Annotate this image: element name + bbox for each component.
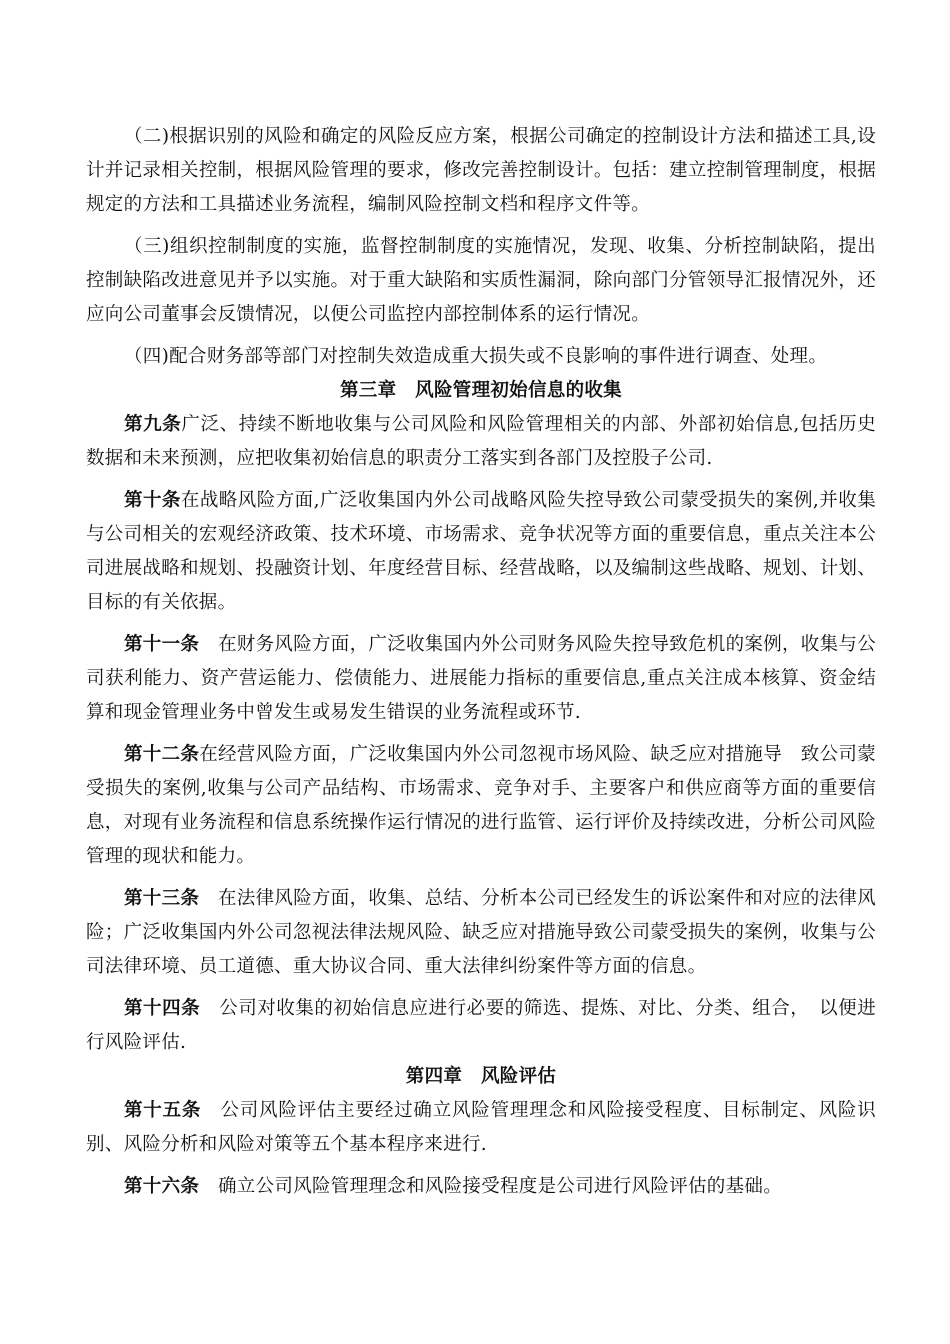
article-number: 第十四条 xyxy=(124,998,201,1019)
article-text: 公司风险评估主要经过确立风险管理理念和风险接受程度、目标制定、风险识别、风险分析和风险对策等五个基本程序来进行. xyxy=(86,1100,876,1155)
article-number: 第十条 xyxy=(124,490,181,511)
article-number: 第十三条 xyxy=(124,888,200,909)
paragraph-spacer xyxy=(86,620,876,628)
article-9 xyxy=(86,408,876,476)
article-number: 第十二条 xyxy=(124,744,200,765)
article-16 xyxy=(86,1170,876,1204)
article-text: 在经营风险方面，广泛收集国内外公司忽视市场风险、缺乏应对措施导 致公司蒙受损失的案例,收集与公司产品结构、市场需求、竞争对手、主要客户和供应商等方面的重要信息，对现有业务流程和信息系统操作运行情况的进行监管、运行评价及持续改进，分析公司风险管理的现状和能力。 xyxy=(86,744,877,867)
article-number: 第十五条 xyxy=(124,1100,202,1121)
article-13 xyxy=(86,882,876,984)
article-text: 公司对收集的初始信息应进行必要的筛选、提炼、对比、分类、组合， 以便进行风险评估. xyxy=(86,998,876,1053)
item-paragraph-4 xyxy=(86,340,876,374)
paragraph-spacer xyxy=(86,1162,876,1170)
paragraph-spacer xyxy=(86,222,876,230)
article-text: 在法律风险方面，收集、总结、分析本公司已经发生的诉讼案件和对应的法律风险；广泛收集国内外公司忽视法律法规风险、缺乏应对措施导致公司蒙受损失的案例，收集与公司法律环境、员工道德、重大协议合同、重大法律纠纷案件等方面的信息。 xyxy=(86,888,877,977)
item-paragraph-2 xyxy=(86,120,876,222)
chapter-title: 第四章 风险评估 xyxy=(405,1066,557,1087)
paragraph-spacer xyxy=(86,332,876,340)
article-text: 广泛、持续不断地收集与公司风险和风险管理相关的内部、外部初始信息,包括历史数据和未来预测，应把收集初始信息的职责分工落实到各部门及控股子公司. xyxy=(86,414,876,469)
article-15 xyxy=(86,1094,876,1162)
chapter-title: 第三章 风险管理初始信息的收集 xyxy=(339,380,622,401)
article-number: 第十六条 xyxy=(124,1176,200,1197)
item-text: （四)配合财务部等部门对控制失效造成重大损失或不良影响的事件进行调查、处理。 xyxy=(124,346,828,367)
paragraph-spacer xyxy=(86,984,876,992)
item-text: （二)根据识别的风险和确定的风险反应方案，根据公司确定的控制设计方法和描述工具,设计并记录相关控制，根据风险管理的要求，修改完善控制设计。包括：建立控制管理制度，根据规定的方法和工具描述业务流程，编制风险控制文档和程序文件等。 xyxy=(86,126,876,215)
paragraph-spacer xyxy=(86,730,876,738)
article-number: 第九条 xyxy=(124,414,182,435)
paragraph-spacer xyxy=(86,476,876,484)
item-paragraph-3 xyxy=(86,230,876,332)
article-text: 在战略风险方面,广泛收集国内外公司战略风险失控导致公司蒙受损失的案例,并收集与公司相关的宏观经济政策、技术环境、市场需求、竞争状况等方面的重要信息，重点关注本公司进展战略和规划、投融资计划、年度经营目标、经营战略，以及编制这些战略、规划、计划、目标的有关依据。 xyxy=(86,490,876,613)
article-10 xyxy=(86,484,876,620)
article-11 xyxy=(86,628,876,730)
article-text: 确立公司风险管理理念和风险接受程度是公司进行风险评估的基础。 xyxy=(199,1176,783,1197)
chapter-heading-4 xyxy=(86,1060,876,1094)
document-body xyxy=(86,120,876,1204)
article-number: 第十一条 xyxy=(124,634,200,655)
article-14 xyxy=(86,992,876,1060)
chapter-heading-3 xyxy=(86,374,876,408)
article-text: 在财务风险方面，广泛收集国内外公司财务风险失控导致危机的案例，收集与公司获利能力、资产营运能力、偿债能力、进展能力指标的重要信息,重点关注成本核算、资金结算和现金管理业务中曾发生或易发生错误的业务流程或环节. xyxy=(86,634,877,723)
paragraph-spacer xyxy=(86,874,876,882)
article-12 xyxy=(86,738,876,874)
item-text: （三)组织控制制度的实施，监督控制制度的实施情况，发现、收集、分析控制缺陷，提出控制缺陷改进意见并予以实施。对于重大缺陷和实质性漏洞，除向部门分管领导汇报情况外，还应向公司董事会反馈情况，以便公司监控内部控制体系的运行情况。 xyxy=(86,236,876,325)
